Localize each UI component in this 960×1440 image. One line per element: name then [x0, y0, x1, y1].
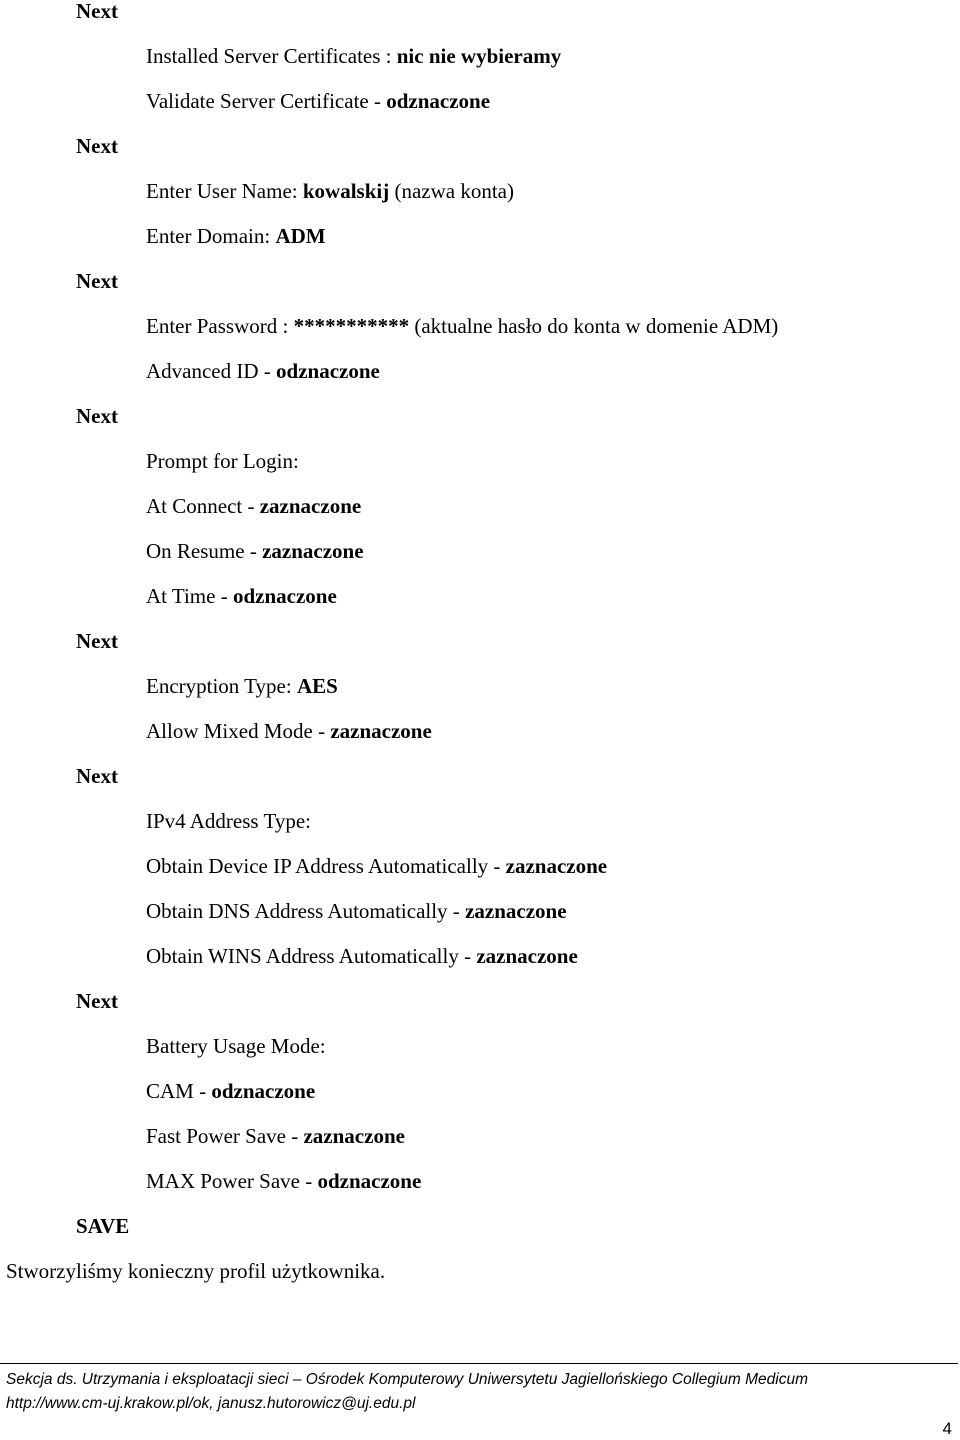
validate-cert-label: Validate Server Certificate - — [146, 89, 381, 113]
mixed-mode-value: zaznaczone — [330, 719, 432, 743]
domain-line — [146, 223, 326, 249]
obtain-wins-value: zaznaczone — [476, 944, 578, 968]
at-connect-label: At Connect - — [146, 494, 255, 518]
max-power-value: odznaczone — [317, 1169, 422, 1193]
ipv4-label: IPv4 Address Type: — [146, 809, 311, 833]
installed-certs-line — [146, 43, 561, 69]
page-number: 4 — [942, 1419, 952, 1438]
on-resume-value: zaznaczone — [262, 539, 364, 563]
advanced-id-value: odznaczone — [276, 359, 380, 383]
username-value: kowalskij — [302, 179, 390, 203]
next-step-label: Next — [76, 134, 118, 158]
obtain-wins-line — [146, 943, 578, 969]
at-time-label: At Time - — [146, 584, 228, 608]
cam-line — [146, 1078, 315, 1104]
obtain-dns-label: Obtain DNS Address Automatically - — [146, 899, 460, 923]
summary-text: Stworzyliśmy konieczny profil użytkownika. — [6, 1259, 386, 1283]
battery-label: Battery Usage Mode: — [146, 1034, 326, 1058]
obtain-dns-line — [146, 898, 567, 924]
username-line — [146, 178, 514, 204]
on-resume-line — [146, 538, 364, 564]
installed-certs-label: Installed Server Certificates : — [146, 44, 392, 68]
next-step-label: Next — [76, 764, 118, 788]
advanced-id-label: Advanced ID - — [146, 359, 271, 383]
cam-label: CAM - — [146, 1079, 207, 1103]
mixed-mode-label: Allow Mixed Mode - — [146, 719, 326, 743]
next-step-label: Next — [76, 404, 118, 428]
fast-power-value: zaznaczone — [303, 1124, 405, 1148]
encryption-line — [146, 673, 338, 699]
obtain-ip-line — [146, 853, 607, 879]
password-line — [146, 313, 778, 339]
mixed-mode-line — [146, 718, 432, 744]
domain-value: ADM — [275, 224, 326, 248]
encryption-value: AES — [296, 674, 338, 698]
at-time-line — [146, 583, 337, 609]
prompt-login-label: Prompt for Login: — [146, 449, 299, 473]
on-resume-label: On Resume - — [146, 539, 257, 563]
fast-power-line — [146, 1123, 405, 1149]
advanced-id-line — [146, 358, 380, 384]
next-step-label: Next — [76, 629, 118, 653]
footer-divider — [0, 1363, 958, 1364]
save-step-label: SAVE — [76, 1214, 130, 1238]
at-connect-value: zaznaczone — [259, 494, 362, 518]
footer-contact-line: http://www.cm-uj.krakow.pl/ok, janusz.hutorowicz@uj.edu.pl — [6, 1395, 416, 1412]
obtain-dns-value: zaznaczone — [465, 899, 567, 923]
obtain-wins-label: Obtain WINS Address Automatically - — [146, 944, 472, 968]
at-connect-line — [146, 493, 361, 519]
password-value: *********** — [293, 314, 410, 338]
next-step-label: Next — [76, 989, 118, 1013]
password-note: (aktualne hasło do konta w domenie ADM) — [414, 314, 779, 338]
next-step-label: Next — [76, 0, 118, 23]
username-label: Enter User Name: — [146, 179, 298, 203]
fast-power-label: Fast Power Save - — [146, 1124, 299, 1148]
password-label: Enter Password : — [146, 314, 289, 338]
validate-cert-value: odznaczone — [386, 89, 491, 113]
username-note: (nazwa konta) — [394, 179, 514, 203]
installed-certs-value: nic nie wybieramy — [396, 44, 562, 68]
encryption-label: Encryption Type: — [146, 674, 292, 698]
at-time-value: odznaczone — [232, 584, 337, 608]
max-power-line — [146, 1168, 421, 1194]
max-power-label: MAX Power Save - — [146, 1169, 313, 1193]
footer-section-line: Sekcja ds. Utrzymania i eksploatacji sieci – Ośrodek Komputerowy Uniwersytetu Jagiellońskiego Collegium Medicum — [6, 1371, 809, 1388]
validate-cert-line — [146, 88, 490, 114]
next-step-label: Next — [76, 269, 118, 293]
obtain-ip-value: zaznaczone — [505, 854, 608, 878]
domain-label: Enter Domain: — [146, 224, 271, 248]
cam-value: odznaczone — [211, 1079, 316, 1103]
obtain-ip-label: Obtain Device IP Address Automatically - — [146, 854, 501, 878]
